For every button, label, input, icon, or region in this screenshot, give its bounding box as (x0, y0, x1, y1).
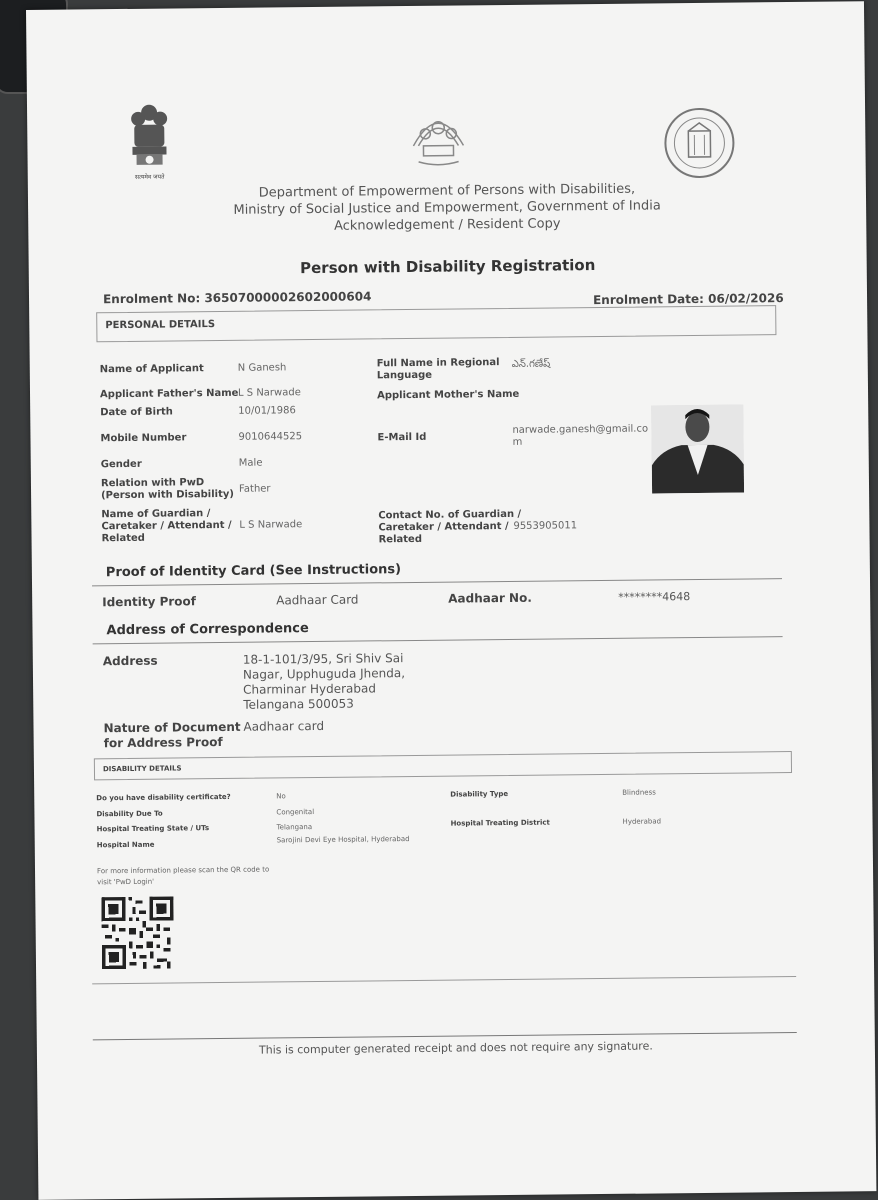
disability-details-heading: DISABILITY DETAILS (102, 764, 182, 774)
certificate-value: No (276, 792, 286, 801)
guardian-value: L S Narwade (239, 519, 303, 531)
page-title: Person with Disability Registration (299, 256, 596, 278)
hospital-state-value: Telangana (276, 823, 313, 832)
nature-of-document-value: Aadhaar card (243, 718, 325, 734)
mobile-label: Mobile Number (100, 432, 187, 445)
identity-proof-value: Aadhaar Card (276, 592, 359, 608)
qr-code[interactable] (101, 897, 174, 970)
disability-due-label: Disability Due To (96, 809, 163, 819)
nature-of-document-label-2: for Address Proof (103, 734, 223, 751)
address-heading: Address of Correspondence (106, 621, 309, 639)
qr-note-line-1: For more information please scan the QR code to (96, 865, 270, 876)
enrolment-date: Enrolment Date: 06/02/2026 (592, 291, 784, 308)
footer-divider-1 (92, 976, 796, 984)
father-name-label: Applicant Father's Name (99, 387, 239, 401)
contact-label-2: Caretaker / Attendant / (378, 520, 509, 534)
emblem-caption: सत्यमेव जयते (134, 173, 165, 181)
enrolment-number: Enrolment No: 36507000002602000604 (102, 289, 372, 307)
qr-note-line-2: visit 'PwD Login' (97, 877, 155, 887)
address-line-2: Nagar, Upphuguda Jhenda, (242, 666, 406, 682)
aadhaar-value: ********4648 (618, 590, 691, 604)
regional-name-value: ఎన్.గణేష్ (511, 358, 551, 370)
mobile-value: 9010644525 (238, 431, 303, 443)
email-value-1: narwade.ganesh@gmail.co (512, 423, 649, 436)
address-line-4: Telangana 500053 (243, 696, 354, 712)
gender-label: Gender (100, 458, 142, 471)
name-label: Name of Applicant (99, 363, 204, 376)
identity-heading: Proof of Identity Card (See Instructions) (105, 562, 402, 581)
email-value-2: m (512, 436, 523, 448)
state-logo-icon (403, 105, 474, 171)
contact-value: 9553905011 (513, 520, 578, 532)
regional-name-label-1: Full Name in Regional (376, 357, 500, 370)
guardian-label-1: Name of Guardian / (101, 508, 211, 521)
disability-details-header-box (94, 751, 792, 780)
applicant-photo (651, 405, 744, 494)
contact-label-1: Contact No. of Guardian / (378, 508, 522, 522)
disability-due-value: Congenital (276, 808, 315, 817)
certificate-label: Do you have disability certificate? (96, 792, 231, 803)
personal-details-heading: PERSONAL DETAILS (105, 319, 216, 332)
guardian-label-2: Caretaker / Attendant / (101, 519, 232, 533)
mother-name-label: Applicant Mother's Name (377, 388, 520, 402)
father-name-value: L S Narwade (237, 387, 301, 399)
disability-type-label: Disability Type (450, 789, 509, 799)
acknowledgement-paper (26, 1, 876, 1200)
identity-proof-label: Identity Proof (102, 594, 197, 610)
personal-details-header-box (96, 305, 776, 342)
national-emblem-icon (124, 98, 175, 184)
address-label: Address (102, 653, 158, 669)
address-line-3: Charminar Hyderabad (243, 681, 376, 697)
relation-label-1: Relation with PwD (100, 477, 205, 490)
receipt-note: This is computer generated receipt and does not require any signature. (258, 1039, 653, 1057)
disability-type-value: Blindness (622, 788, 656, 797)
dob-value: 10/01/1986 (238, 405, 296, 417)
relation-value: Father (238, 483, 271, 495)
nature-of-document-label-1: Nature of Document (103, 719, 241, 736)
hospital-name-label: Hospital Name (96, 840, 155, 850)
copy-type: Acknowledgement / Resident Copy (333, 216, 561, 234)
ministry-name: Ministry of Social Justice and Empowerment, Government of India (233, 198, 661, 218)
email-label: E-Mail Id (377, 431, 427, 444)
dob-label: Date of Birth (100, 406, 173, 419)
aadhaar-label: Aadhaar No. (448, 590, 532, 606)
gender-value: Male (238, 457, 263, 469)
regional-name-label-2: Language (376, 369, 433, 382)
hospital-district-label: Hospital Treating District (450, 818, 550, 828)
government-seal-icon (663, 107, 736, 180)
contact-label-3: Related (378, 533, 423, 546)
hospital-district-value: Hyderabad (622, 817, 662, 826)
guardian-label-3: Related (101, 532, 145, 545)
relation-label-2: (Person with Disability) (101, 488, 234, 502)
address-line-1: 18-1-101/3/95, Sri Shiv Sai (242, 651, 404, 667)
address-divider (93, 636, 783, 644)
identity-divider (92, 578, 782, 586)
department-name: Department of Empowerment of Persons with Disabilities, (258, 181, 636, 201)
name-value: N Ganesh (237, 362, 287, 374)
hospital-state-label: Hospital Treating State / UTs (96, 824, 210, 834)
hospital-name-value: Sarojini Devi Eye Hospital, Hyderabad (276, 835, 410, 845)
